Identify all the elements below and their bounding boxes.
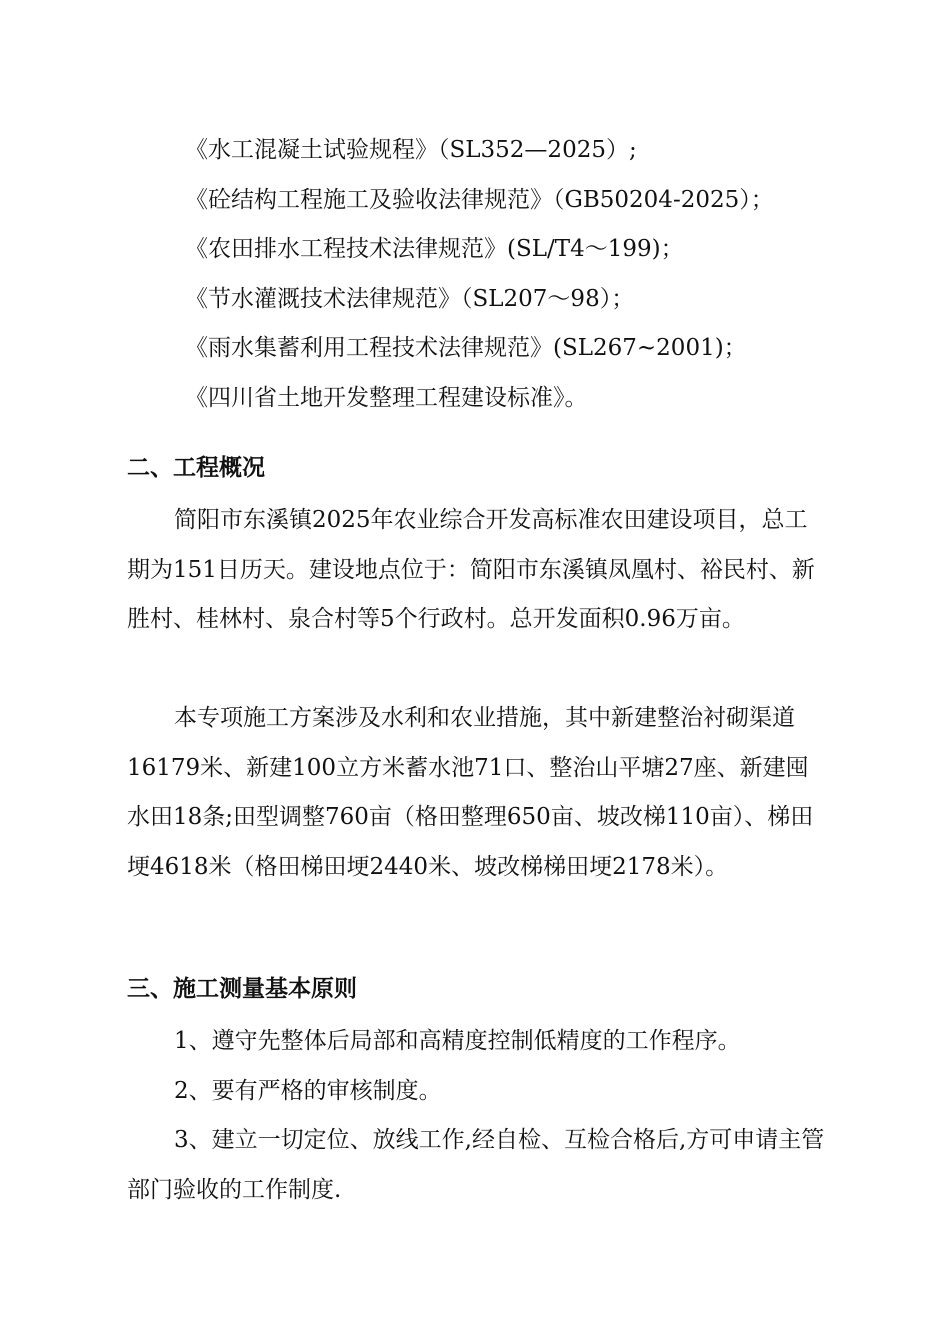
- reference-line: 《农田排水工程技术法律规范》(SL/T4～199)；: [185, 236, 684, 262]
- principle-item: 2、要有严格的审核制度。: [174, 1078, 442, 1104]
- section-heading-overview: 二、工程概况: [127, 455, 265, 481]
- reference-line: 《四川省土地开发整理工程建设标准》。: [185, 385, 588, 411]
- scope-paragraph: 本专项施工方案涉及水利和农业措施，其中新建整治衬砌渠道16179米、新建100立方米蓄水池71口、整治山平塘27座、新建囤水田18条;田型调整760亩（格田整理650亩、坡改梯110亩）、梯田埂4618米（格田梯田埂2440米、坡改梯梯田埂2178米）。: [127, 705, 814, 880]
- reference-line: 《水工混凝土试验规程》（SL352—2025）;: [185, 137, 637, 163]
- principle-item: 1、遵守先整体后局部和高精度控制低精度的工作程序。: [174, 1028, 741, 1054]
- principle-item: 3、建立一切定位、放线工作,经自检、互检合格后,方可申请主管部门验收的工作制度.: [127, 1127, 825, 1203]
- reference-line: 《雨水集蓄利用工程技术法律规范》(SL267~2001)；: [185, 335, 747, 361]
- reference-line: 《砼结构工程施工及验收法律规范》（GB50204-2025）；: [185, 187, 774, 213]
- reference-line: 《节水灌溉技术法律规范》（SL207～98）；: [185, 286, 635, 312]
- overview-paragraph: 简阳市东溪镇2025年农业综合开发高标准农田建设项目，总工期为151日历天。建设地点位于：简阳市东溪镇凤凰村、裕民村、新胜村、桂林村、泉合村等5个行政村。总开发面积0.96万亩。: [127, 507, 815, 632]
- section-heading-survey-principles: 三、施工测量基本原则: [127, 976, 357, 1002]
